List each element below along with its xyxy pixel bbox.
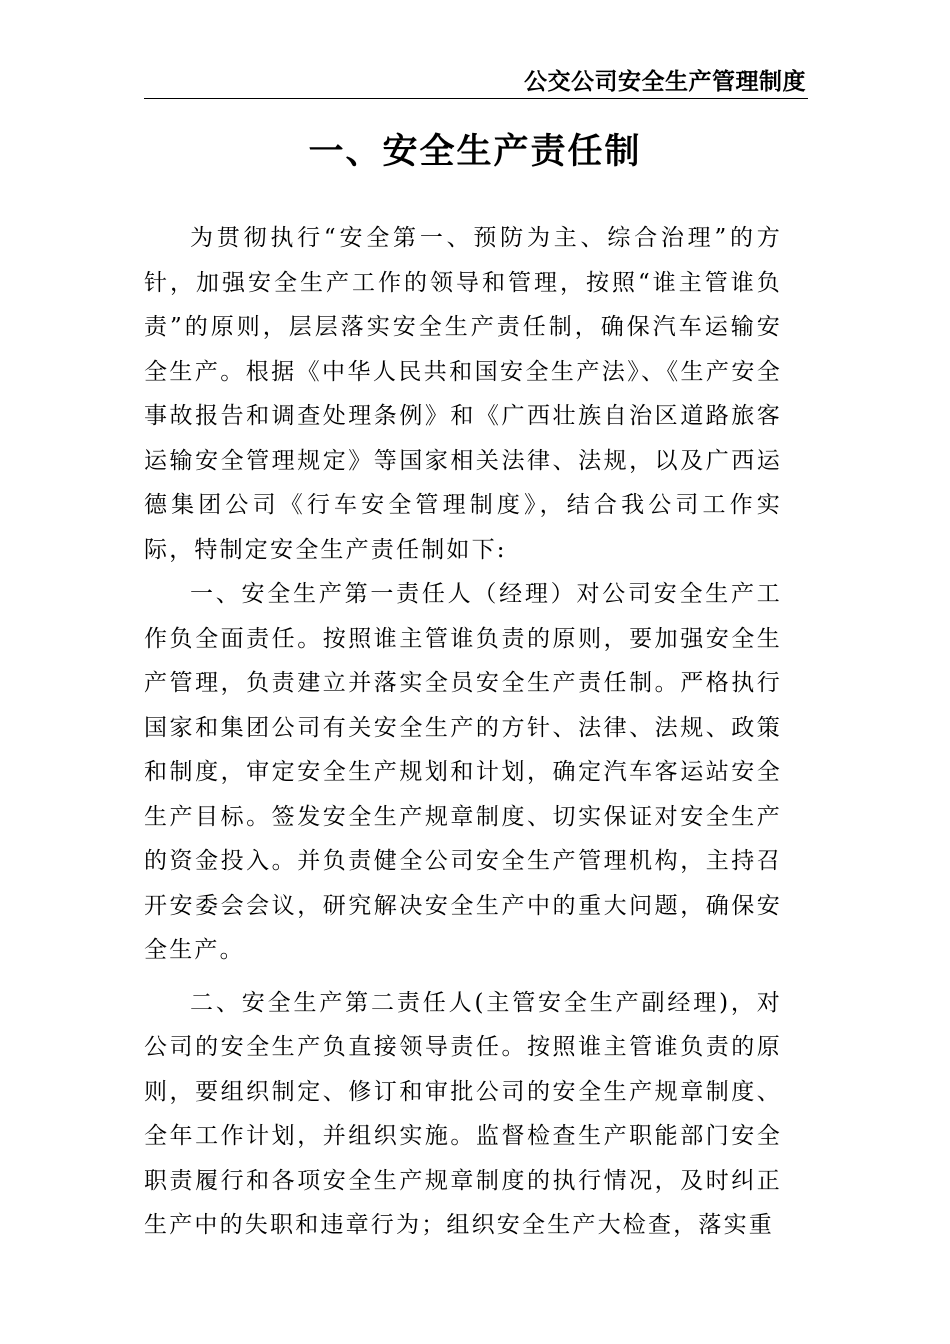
paragraph-second-responsible: 二、安全生产第二责任人(主管安全生产副经理)，对公司的安全生产负直接领导责任。按照谁主管谁负责的原则，要组织制定、修订和审批公司的安全生产规章制度、全年工作计划，并组织实施。监督检查生产职能部门安全职责履行和各项安全生产规章制度的执行情况，及时纠正生产中的失职和违章行为；组织安全生产大检查，落实重 (144, 989, 782, 1238)
header-rule (144, 98, 808, 99)
paragraph-intro: 为贯彻执行“安全第一、预防为主、综合治理”的方针，加强安全生产工作的领导和管理，按照“谁主管谁负责”的原则，层层落实安全生产责任制，确保汽车运输安全生产。根据《中华人民共和国安全生产法》、《生产安全事故报告和调查处理条例》和《广西壮族自治区道路旅客运输安全管理规定》等国家相关法律、法规，以及广西运德集团公司《行车安全管理制度》，结合我公司工作实际，特制定安全生产责任制如下: (144, 225, 782, 563)
running-header-title: 公交公司安全生产管理制度 (524, 69, 806, 95)
paragraph-first-responsible: 一、安全生产第一责任人（经理）对公司安全生产工作负全面责任。按照谁主管谁负责的原则，要加强安全生产管理，负责建立并落实全员安全生产责任制。严格执行国家和集团公司有关安全生产的方针、法律、法规、政策和制度，审定安全生产规划和计划，确定汽车客运站安全生产目标。签发安全生产规章制度、切实保证对安全生产的资金投入。并负责健全公司安全生产管理机构，主持召开安委会会议，研究解决安全生产中的重大问题，确保安全生产。 (144, 581, 782, 963)
section-heading: 一、安全生产责任制 (308, 132, 642, 172)
body-text (144, 216, 782, 1248)
